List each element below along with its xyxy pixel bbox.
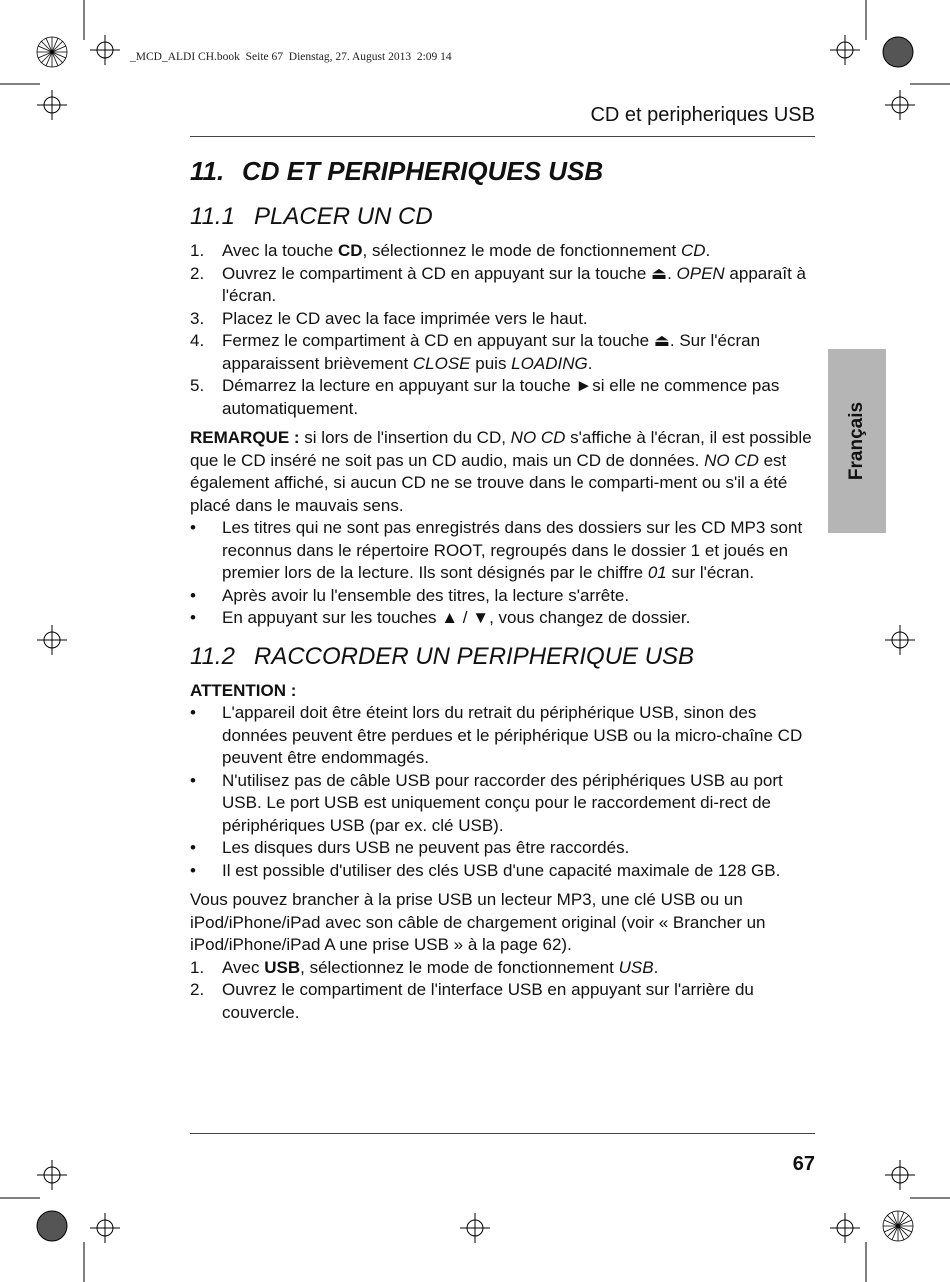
note-label: REMARQUE :	[190, 428, 300, 447]
running-head: CD et peripheriques USB	[590, 104, 815, 126]
section-number: 11.2	[190, 642, 235, 670]
list-item: • En appuyant sur les touches ▲ / ▼, vous changez de dossier.	[190, 608, 691, 627]
usb-paragraph: Vous pouvez brancher à la prise USB un lecteur MP3, une clé USB ou un iPod/iPhone/iPad avec son câble de chargement original (voir « Brancher un iPod/iPhone/iPad A une prise USB » à la page 62).	[190, 890, 766, 954]
crosshair-left-mid	[37, 625, 67, 655]
crosshair-right-bottom	[885, 1160, 915, 1190]
language-tab	[828, 349, 886, 533]
crosshair-top-right	[830, 35, 860, 65]
list-item: • L'appareil doit être éteint lors du retrait du périphérique USB, sinon des données peuvent être perdues et le périphérique USB ou la micro-chaîne CD peuvent être endommagés.	[190, 703, 803, 767]
footer-rule	[190, 1133, 815, 1134]
play-icon: ►	[575, 376, 593, 395]
down-arrow-icon: ▼	[472, 608, 490, 627]
header-rule	[190, 136, 815, 137]
chapter-number: 11.	[190, 156, 225, 186]
chapter-title: CD ET PERIPHERIQUES USB	[242, 156, 604, 186]
section-title: RACCORDER UN PERIPHERIQUE USB	[254, 642, 695, 670]
attention-label: ATTENTION :	[190, 680, 297, 700]
section-title: PLACER UN CD	[254, 203, 433, 230]
language-tab-label: Français	[846, 401, 867, 481]
up-arrow-icon: ▲	[441, 608, 459, 627]
section-number: 11.1	[190, 203, 235, 230]
list-item: 1. Avec USB, sélectionnez le mode de fonctionnement USB.	[190, 957, 659, 977]
crosshair-right-mid	[885, 625, 915, 655]
list-item: 4. Fermez le compartiment à CD en appuyant sur la touche ⏏. Sur l'écran apparaissent brièvement CLOSE puis LOADING.	[190, 331, 761, 373]
starburst-bottom-right	[883, 1211, 913, 1241]
list-item: 1. Avec la touche CD, sélectionnez le mode de fonctionnement CD.	[190, 241, 711, 260]
crosshair-left-top	[37, 90, 67, 120]
list-item: 2. Ouvrez le compartiment de l'interface USB en appuyant sur l'arrière du couvercle.	[190, 980, 754, 1022]
section-heading-2	[190, 640, 815, 674]
list-item: • Les titres qui ne sont pas enregistrés dans des dossiers sur les CD MP3 sont reconnus dans le répertoire ROOT, regroupés dans le dossier 1 et joués en premier lors de la lecture. Ils sont désignés par le chiffre 01 sur l'écran.	[190, 518, 803, 582]
list-item: • Les disques durs USB ne peuvent pas être raccordés.	[190, 838, 630, 857]
eject-icon: ⏏	[651, 263, 668, 283]
starburst-top-left	[37, 37, 67, 67]
section-heading-1	[190, 200, 815, 234]
page-number: 67	[792, 1153, 815, 1175]
crosshair-bottom-left	[90, 1213, 120, 1243]
print-info: _MCD_ALDI CH.book Seite 67 Dienstag, 27. August 2013 2:09 14	[130, 51, 452, 63]
crosshair-top-left	[90, 35, 120, 65]
crosshair-bottom-center	[460, 1213, 490, 1243]
crosshair-left-bottom	[37, 1160, 67, 1190]
cd-notes-list	[190, 517, 815, 630]
list-item: • Après avoir lu l'ensemble des titres, la lecture s'arrête.	[190, 585, 630, 605]
list-item: • Il est possible d'utiliser des clés USB d'une capacité maximale de 128 GB.	[190, 860, 781, 880]
chapter-heading	[190, 152, 815, 190]
usb-warnings-list	[190, 702, 815, 882]
eject-icon: ⏏	[653, 331, 670, 350]
dark-circle-bottom-left	[37, 1211, 67, 1241]
crosshair-bottom-right	[830, 1213, 860, 1243]
note-paragraph: REMARQUE : si lors de l'insertion du CD, NO CD s'affiche à l'écran, il est possible que le CD inséré ne soit pas un CD audio, mais un CD de données. NO CD est également affiché, si aucun CD ne se trouve dans le comparti-ment ou s'il a été placé dans le mauvais sens.	[190, 428, 812, 515]
list-item: 2. Ouvrez le compartiment à CD en appuyant sur la touche ⏏. OPEN apparaît à l'écran.	[190, 263, 806, 305]
crosshair-right-top	[885, 90, 915, 120]
usb-steps-list	[190, 957, 815, 1025]
list-item: 5. Démarrez la lecture en appuyant sur la touche ►si elle ne commence pas automatiquement.	[190, 376, 780, 418]
dark-circle-top-right	[883, 37, 913, 67]
list-item: • N'utilisez pas de câble USB pour raccorder des périphériques USB au port USB. Le port USB est uniquement conçu pour le raccordement di-rect de périphériques USB (par ex. clé USB).	[190, 770, 783, 835]
page-content	[190, 152, 815, 1024]
list-item: 3. Placez le CD avec la face imprimée vers le haut.	[190, 308, 588, 328]
cd-steps-list	[190, 240, 815, 420]
